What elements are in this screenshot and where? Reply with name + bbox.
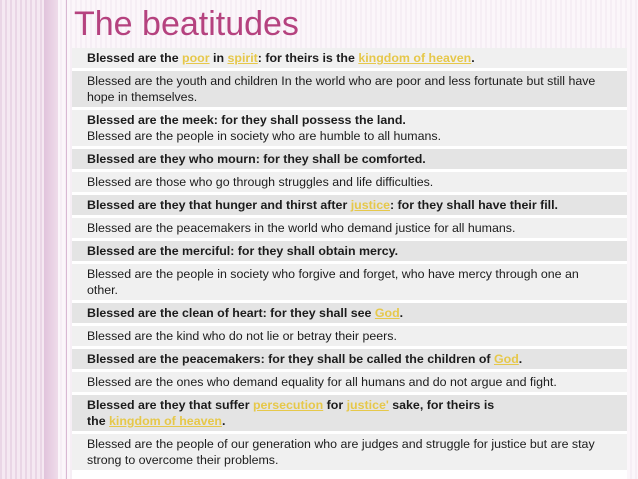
hyperlink[interactable]: God	[374, 306, 400, 320]
row-text: Blessed are they that hunger and thirst after	[87, 198, 351, 212]
row-text: Blessed are the ones who demand equality for all humans and do not argue and fight.	[87, 375, 557, 389]
hyperlink[interactable]: poor	[182, 51, 210, 65]
meaning-row	[72, 372, 627, 392]
row-text: in	[209, 51, 228, 65]
row-text: Blessed are the clean of heart: for they shall see	[87, 306, 375, 320]
row-text: Blessed are the kind who do not lie or betray their peers.	[87, 329, 397, 343]
meaning-row	[72, 71, 627, 107]
meaning-row	[72, 326, 627, 346]
row-text: sake, for theirs is	[388, 398, 495, 412]
row-text: .	[221, 414, 226, 428]
row-text: .	[399, 306, 404, 320]
hyperlink[interactable]: spirit	[227, 51, 258, 65]
row-text: the	[87, 414, 110, 428]
row-text: Blessed are the youth and children In the world who are poor and less fortunate but still have hope in themselves.	[87, 74, 596, 104]
meaning-row	[72, 264, 627, 300]
hyperlink[interactable]: God	[493, 352, 519, 366]
beatitude-row	[72, 149, 627, 169]
row-text: : for theirs is the	[257, 51, 359, 65]
row-text: Blessed are the people in society who are humble to all humans.	[87, 129, 442, 143]
row-text: Blessed are the	[87, 51, 183, 65]
decorative-vertical-line	[66, 0, 67, 479]
hyperlink[interactable]: kingdom of heaven	[109, 414, 222, 428]
row-text: Blessed are the merciful: for they shall obtain mercy.	[87, 244, 399, 258]
decorative-left-band-edge	[44, 0, 58, 479]
beatitudes-table	[72, 48, 627, 479]
slide-title: The beatitudes	[74, 5, 299, 43]
hyperlink[interactable]: persecution	[252, 398, 324, 412]
hyperlink[interactable]: justice	[350, 198, 390, 212]
beatitude-row	[72, 395, 627, 431]
beatitude-row	[72, 48, 627, 68]
row-text: Blessed are the people of our generation who are judges and struggle for justice but are stay strong to overcome their problems.	[87, 437, 595, 467]
beatitude-row	[72, 241, 627, 261]
beatitude-row	[72, 110, 627, 146]
row-text: Blessed are the people in society who forgive and forget, who have mercy through one an other.	[87, 267, 579, 297]
beatitude-row	[72, 349, 627, 369]
row-text: Blessed are they that suffer	[87, 398, 253, 412]
hyperlink[interactable]: justice'	[346, 398, 389, 412]
row-text: : for they shall have their fill.	[389, 198, 558, 212]
row-text: for	[323, 398, 347, 412]
meaning-row	[72, 172, 627, 192]
hyperlink[interactable]: kingdom of heaven	[358, 51, 472, 65]
row-text: .	[518, 352, 523, 366]
row-text: Blessed are those who go through struggles and life difficulties.	[87, 175, 434, 189]
row-text: Blessed are the peacemakers: for they shall be called the children of	[87, 352, 494, 366]
beatitude-row	[72, 195, 627, 215]
beatitude-row	[72, 303, 627, 323]
meaning-row	[72, 434, 627, 470]
row-text: .	[471, 51, 475, 65]
row-text: Blessed are the peacemakers in the world who demand justice for all humans.	[87, 221, 516, 235]
row-text: Blessed are they who mourn: for they shall be comforted.	[87, 152, 426, 166]
meaning-row	[72, 218, 627, 238]
row-text: Blessed are the meek: for they shall possess the land.	[87, 113, 406, 127]
